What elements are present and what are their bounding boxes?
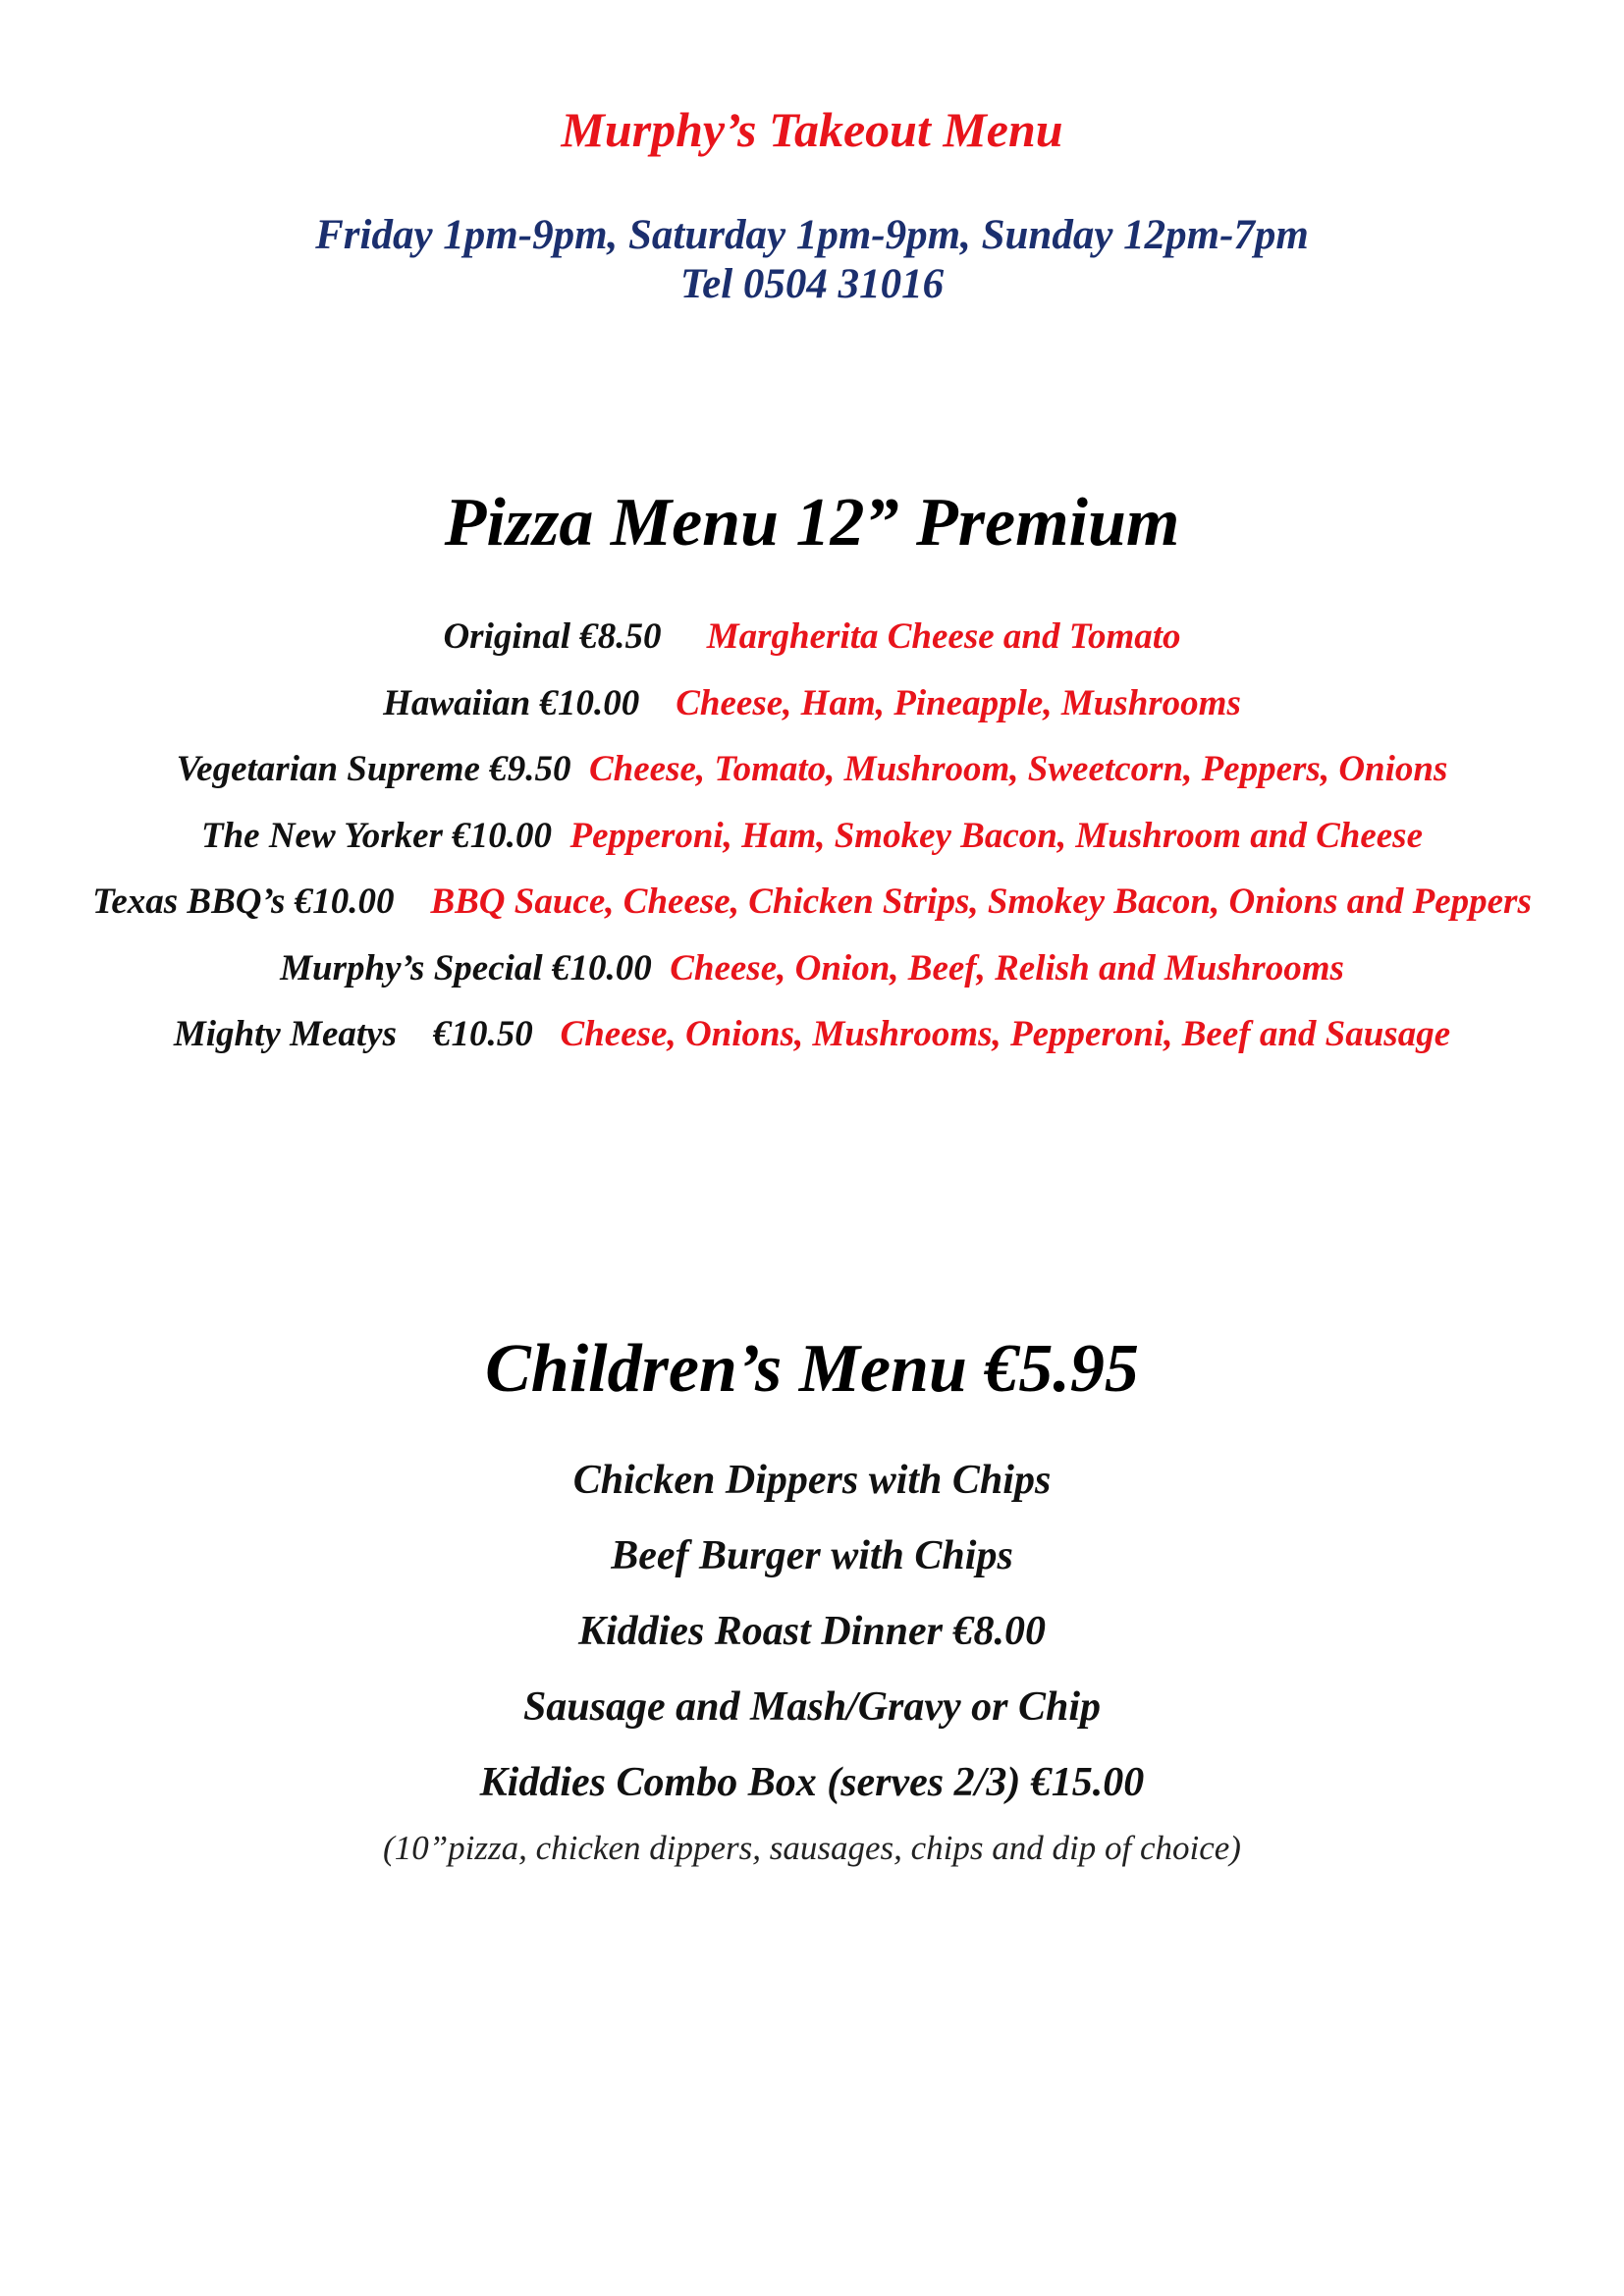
childrens-menu-list	[0, 1443, 1624, 1821]
pizza-description: Cheese, Tomato, Mushroom, Sweetcorn, Peppers, Onions	[588, 749, 1448, 789]
pizza-description: Cheese, Onions, Mushrooms, Pepperoni, Beef and Sausage	[560, 1014, 1451, 1054]
childrens-menu-heading: Children’s Menu €5.95	[485, 1331, 1139, 1407]
pizza-description: Cheese, Onion, Beef, Relish and Mushrooms	[670, 947, 1344, 988]
pizza-price: €10.00	[539, 682, 640, 723]
pizza-name: The New Yorker	[200, 815, 443, 856]
pizza-name: Original	[443, 616, 570, 657]
combo-box-note: (10”pizza, chicken dippers, sausages, chips and dip of choice)	[383, 1829, 1241, 1867]
pizza-price: €10.00	[551, 947, 652, 988]
pizza-description: Cheese, Ham, Pineapple, Mushrooms	[676, 682, 1241, 723]
pizza-description: Margherita Cheese and Tomato	[706, 616, 1181, 657]
pizza-price: €10.00	[452, 815, 552, 856]
pizza-name: Mighty Meatys	[173, 1014, 398, 1054]
pizza-name: Vegetarian Supreme	[176, 749, 480, 789]
phone-number: Tel 0504 31016	[679, 261, 945, 307]
pizza-item-new-yorker	[0, 803, 1624, 870]
pizza-item-original	[0, 604, 1624, 670]
pizza-list	[0, 604, 1624, 1068]
pizza-description: BBQ Sauce, Cheese, Chicken Strips, Smokey Bacon, Onions and Peppers	[430, 881, 1532, 922]
pizza-item-texas-bbq	[0, 869, 1624, 935]
kids-item: Chicken Dippers with Chips	[572, 1458, 1052, 1503]
pizza-menu-heading: Pizza Menu 12” Premium	[444, 485, 1180, 561]
kids-item: Sausage and Mash/Gravy or Chip	[522, 1684, 1102, 1730]
pizza-price: €8.50	[579, 616, 662, 657]
pizza-item-vegetarian-supreme	[0, 736, 1624, 803]
restaurant-title: Murphy’s Takeout Menu	[561, 102, 1063, 157]
pizza-name: Murphy’s Special	[280, 947, 543, 988]
kids-item: Beef Burger with Chips	[611, 1533, 1013, 1578]
pizza-item-mighty-meatys	[0, 1001, 1624, 1068]
pizza-item-hawaiian	[0, 670, 1624, 737]
pizza-description: Pepperoni, Ham, Smokey Bacon, Mushroom and Cheese	[569, 815, 1423, 856]
pizza-price: €9.50	[489, 749, 571, 789]
pizza-price: €10.50	[433, 1014, 533, 1054]
kids-item: Kiddies Combo Box (serves 2/3) €15.00	[479, 1760, 1145, 1805]
pizza-price: €10.00	[294, 881, 395, 922]
kids-item: Kiddies Roast Dinner €8.00	[577, 1609, 1047, 1654]
pizza-item-murphys-special	[0, 935, 1624, 1002]
pizza-name: Hawaiian	[383, 682, 531, 723]
pizza-name: Texas BBQ’s	[92, 881, 286, 922]
opening-hours: Friday 1pm-9pm, Saturday 1pm-9pm, Sunday 12pm-7pm	[315, 212, 1309, 258]
